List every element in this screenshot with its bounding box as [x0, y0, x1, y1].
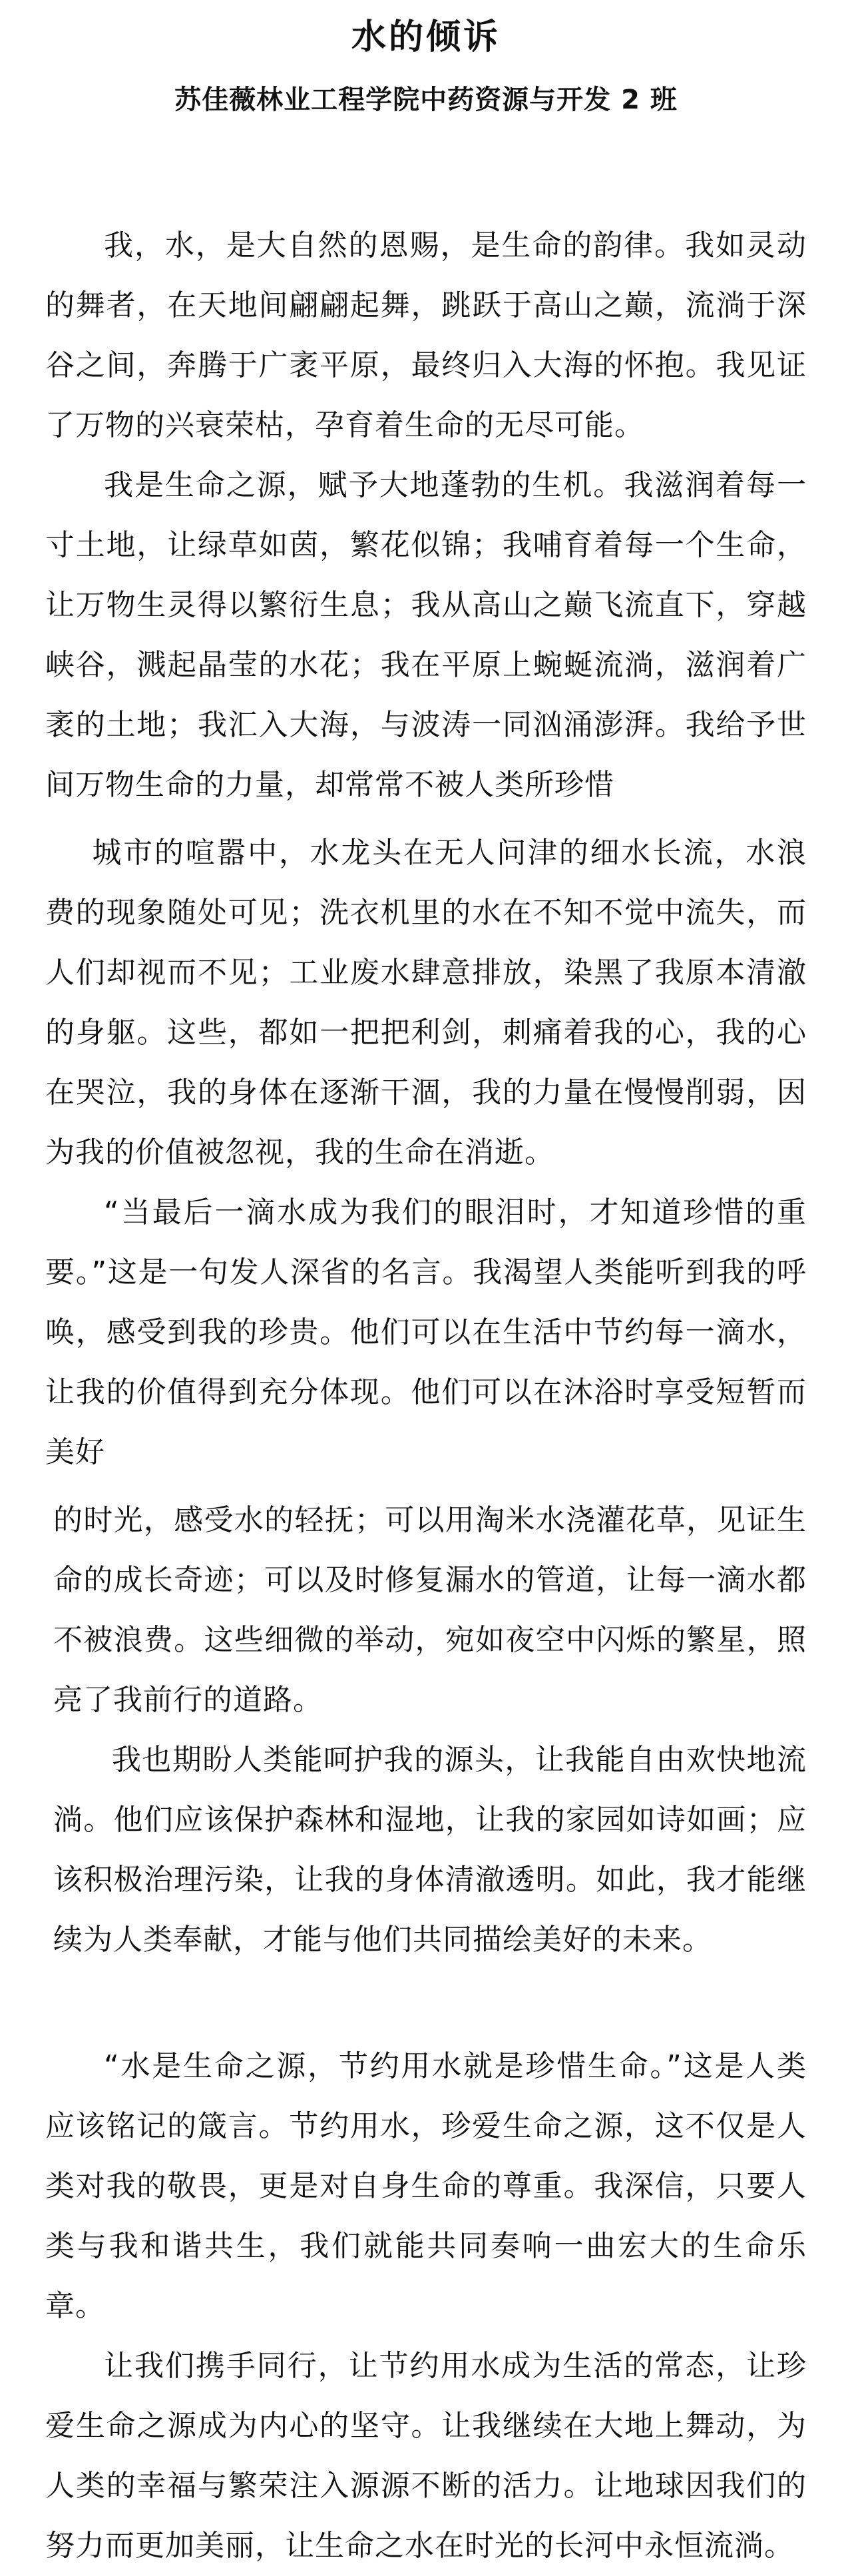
paragraph-5: 的时光，感受水的轻抚；可以用淘米水浇灌花草，见证生命的成长奇迹；可以及时修复漏水的管道，让每一滴水都不被浪费。这些细微的举动，宛如夜空中闪烁的繁星，照亮了我前行的道路。 — [53, 1503, 807, 1717]
paragraph-3: 城市的喧嚣中，水龙头在无人问津的细水长流，水浪费的现象随处可见；洗衣机里的水在不知不觉中流失，而人们却视而不见；工业废水肆意排放，染黑了我原本清澈的身躯。这些，都如一把把利剑，刺痛着我的心，我的心在哭泣，我的身体在逐渐干涸，我的力量在慢慢削弱，因为我的价值被忽视，我的生命在消逝。 — [45, 836, 807, 1169]
document-page — [0, 17, 852, 2563]
essay-body — [45, 216, 807, 2576]
paragraph-8: 让我们携手同行，让节约用水成为生活的常态，让珍爱生命之源成为内心的坚守。让我继续在大地上舞动，为人类的幸福与繁荣注入源源不断的活力。让地球因我们的努力而更加美丽，让生命之水在时光的长河中永恒流淌。 — [45, 2349, 807, 2563]
paragraph-7: “水是生命之源，节约用水就是珍惜生命。”这是人类应该铭记的箴言。节约用水，珍爱生命之源，这不仅是人类对我的敬畏，更是对自身生命的尊重。我深信，只要人类与我和谐共生，我们就能共同奏响一曲宏大的生命乐章。 — [45, 2049, 807, 2323]
author-byline: 苏佳薇林业工程学院中药资源与开发 2 班 — [174, 85, 678, 115]
paragraph-1: 我，水，是大自然的恩赐，是生命的韵律。我如灵动的舞者，在天地间翩翩起舞，跳跃于高山之巅，流淌于深谷之间，奔腾于广袤平原，最终归入大海的怀抱。我见证了万物的兴衰荣枯，孕育着生命的无尽可能。 — [45, 228, 807, 442]
paragraph-6: 我也期盼人类能呵护我的源头，让我能自由欢快地流淌。他们应该保护森林和湿地，让我的家园如诗如画；应该积极治理污染，让我的身体清澈透明。如此，我才能继续为人类奉献，才能与他们共同描绘美好的未来。 — [53, 1743, 807, 1957]
paragraph-4: “当最后一滴水成为我们的眼泪时，才知道珍惜的重要。”这是一句发人深省的名言。我渴望人类能听到我的呼唤，感受到我的珍贵。他们可以在生活中节约每一滴水，让我的价值得到充分体现。他们可以在沐浴时享受短暂而美好 — [45, 1195, 807, 1469]
paragraph-2: 我是生命之源，赋予大地蓬勃的生机。我滋润着每一寸土地，让绿草如茵，繁花似锦；我哺育着每一个生命，让万物生灵得以繁衍生息；我从高山之巅飞流直下，穿越峡谷，溅起晶莹的水花；我在平原上蜿蜒流淌，滋润着广袤的土地；我汇入大海，与波涛一同汹涌澎湃。我给予世间万物生命的力量，却常常不被人类所珍惜 — [45, 468, 807, 802]
document-title: 水的倾诉 — [351, 17, 501, 57]
